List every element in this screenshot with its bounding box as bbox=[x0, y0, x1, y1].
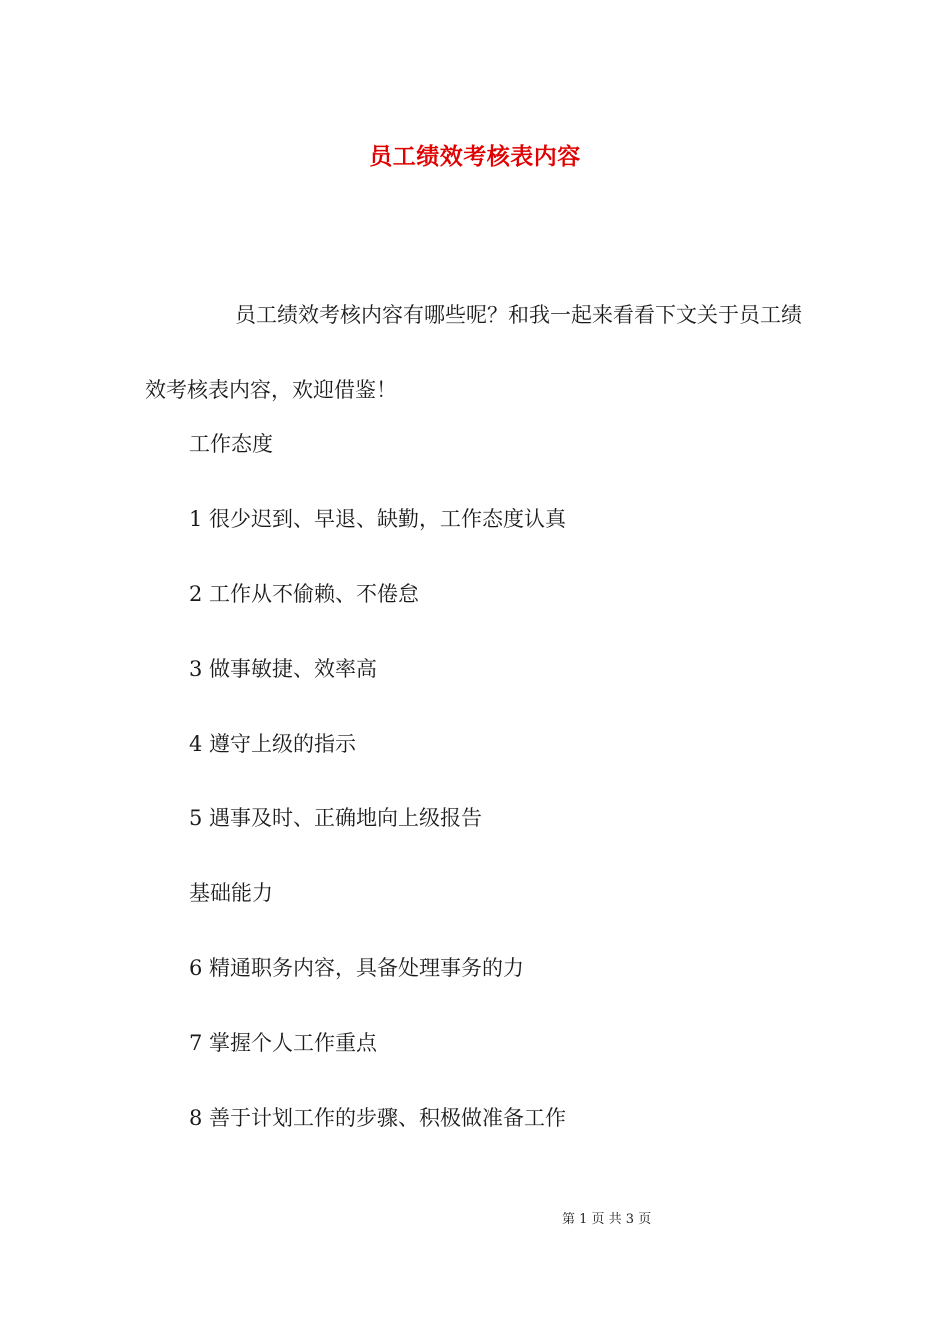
list-item: 6 精通职务内容，具备处理事务的力 bbox=[189, 956, 525, 980]
list-item: 1 很少迟到、早退、缺勤，工作态度认真 bbox=[189, 507, 567, 531]
section-heading-basic-ability: 基础能力 bbox=[189, 881, 273, 905]
list-item: 2 工作从不偷赖、不倦怠 bbox=[189, 582, 420, 606]
document-title: 员工绩效考核表内容 bbox=[369, 143, 581, 170]
list-item: 8 善于计划工作的步骤、积极做准备工作 bbox=[189, 1106, 567, 1130]
section-heading-attitude: 工作态度 bbox=[189, 432, 273, 456]
list-item: 7 掌握个人工作重点 bbox=[189, 1031, 378, 1055]
list-item: 5 遇事及时、正确地向上级报告 bbox=[189, 806, 483, 830]
list-item: 4 遵守上级的指示 bbox=[189, 732, 357, 756]
list-item: 3 做事敏捷、效率高 bbox=[189, 657, 378, 681]
intro-paragraph: 员工绩效考核内容有哪些呢？和我一起来看看下文关于员工绩效考核表内容，欢迎借鉴！ bbox=[145, 303, 802, 402]
page-number-footer: 第 1 页 共 3 页 bbox=[562, 1212, 652, 1227]
